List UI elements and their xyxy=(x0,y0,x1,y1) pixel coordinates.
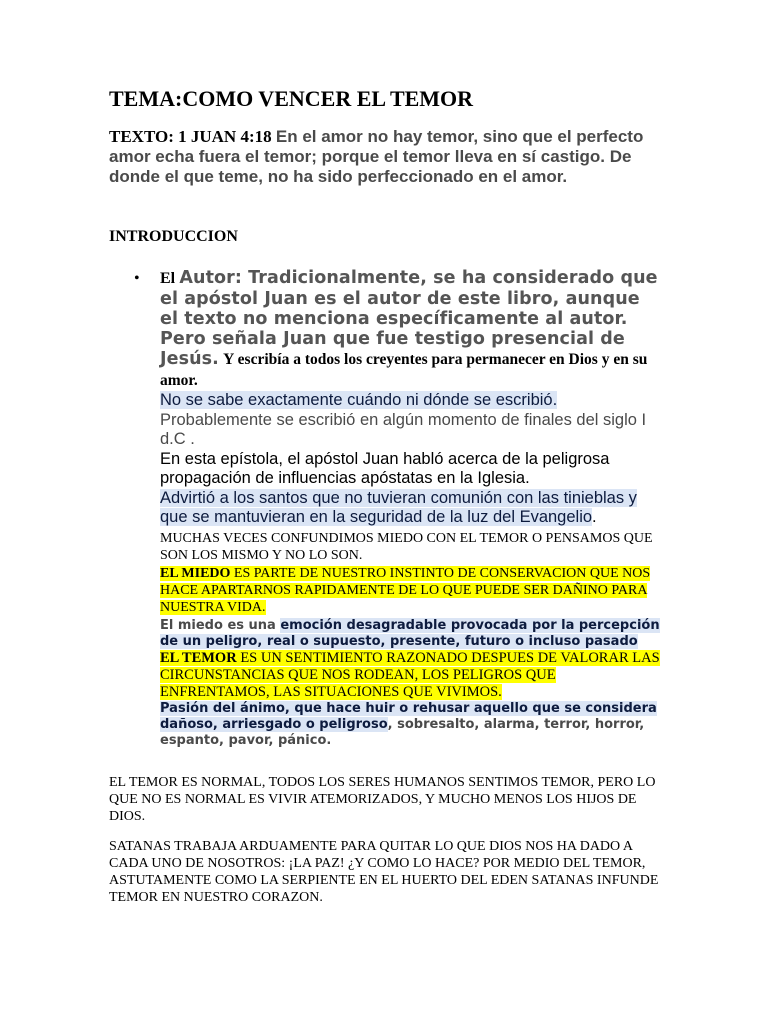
pasion-text: Pasión del ánimo, que hace huir o rehusar aquello que se considera dañoso, arriesgado o peligroso xyxy=(160,700,657,732)
no-se-sabe-text: No se sabe exactamente cuándo ni dónde se escribió. xyxy=(160,391,558,409)
miedo-text: ES PARTE DE NUESTRO INSTINTO DE CONSERVACION QUE NOS HACE APARTARNOS RAPIDAMENTE DE LO QUE PUEDE SER DAÑINO PARA NUESTRA VIDA. xyxy=(160,565,651,615)
pasion-paragraph xyxy=(160,701,660,749)
miedo-paragraph xyxy=(160,565,660,616)
author-y-escribia: Y escribía a todos los creyentes para permanecer en Dios y en su amor. xyxy=(160,351,648,389)
miedo-definition-lead: El miedo es una xyxy=(160,617,281,633)
section-heading-introduccion: INTRODUCCION xyxy=(109,228,238,245)
advirtio-period: . xyxy=(592,508,597,526)
date-paragraph xyxy=(160,391,660,450)
advirtio-text: Advirtió a los santos que no tuvieran comunión con las tinieblas y que se mantuvieran en la seguridad de la luz del Evangelio xyxy=(160,488,637,526)
author-paragraph xyxy=(160,268,660,391)
bullet-marker: • xyxy=(134,270,140,287)
bullet-item xyxy=(160,268,660,749)
muchas-veces-text: MUCHAS VECES CONFUNDIMOS MIEDO CON EL TEMOR O PENSAMOS QUE SON LOS MISMO Y NO LO SON. xyxy=(160,530,653,563)
temor-label: EL TEMOR xyxy=(160,649,237,666)
advirtio-paragraph xyxy=(160,489,660,528)
page-title: TEMA:COMO VENCER EL TEMOR xyxy=(109,86,474,111)
author-el: El xyxy=(160,270,176,287)
scripture-reference: TEXTO: 1 JUAN 4:18 xyxy=(109,127,272,146)
miedo-label: EL MIEDO xyxy=(160,565,231,581)
temor-paragraph xyxy=(160,650,660,701)
probablemente-text: Probablemente se escribió en algún momento de finales del siglo I d.C . xyxy=(160,410,647,448)
miedo-definition-text: emoción desagradable provocada por la percepción de un peligro, real o supuesto, presente, futuro o incluso pasado xyxy=(160,617,660,649)
paragraph-temor-normal: EL TEMOR ES NORMAL, TODOS LOS SERES HUMANOS SENTIMOS TEMOR, PERO LO QUE NO ES NORMAL ES VIVIR ATEMORIZADOS, Y MUCHO MENOS LOS HIJOS DE DIOS. xyxy=(109,775,656,824)
author-text: Autor: Tradicionalmente, se ha considerado que el apóstol Juan es el autor de este libro, aunque el texto no menciona específicamente al autor. Pero señala Juan que fue testigo presencial de Jesús. xyxy=(160,268,658,369)
miedo-definition xyxy=(160,618,660,650)
scripture-text xyxy=(109,127,669,187)
epistle-paragraph: En esta epístola, el apóstol Juan habló acerca de la peligrosa propagación de influencias apóstatas en la Iglesia. xyxy=(160,449,610,487)
paragraph-satanas: SATANAS TRABAJA ARDUAMENTE PARA QUITAR LO QUE DIOS NOS HA DADO A CADA UNO DE NOSOTROS: ¡LA PAZ! ¿Y COMO LO HACE? POR MEDIO DEL TEMOR, ASTUTAMENTE COMO LA SERPIENTE EN EL HUERTO DEL EDEN SATANAS INFUNDE TEMOR EN NUESTRO CORAZON. xyxy=(109,839,659,905)
scripture-verse: En el amor no hay temor, sino que el perfecto amor echa fuera el temor; porque el temor lleva en sí castigo. De donde el que teme, no ha sido perfeccionado en el amor. xyxy=(109,127,644,186)
temor-text: ES UN SENTIMIENTO RAZONADO DESPUES DE VALORAR LAS CIRCUNSTANCIAS QUE NOS RODEAN, LOS PELIGROS QUE ENFRENTAMOS, LAS SITUACIONES QUE VIVIMOS. xyxy=(160,649,660,700)
pasion-synonyms: , sobresalto, alarma, terror, horror, espanto, pavor, pánico. xyxy=(160,716,645,748)
